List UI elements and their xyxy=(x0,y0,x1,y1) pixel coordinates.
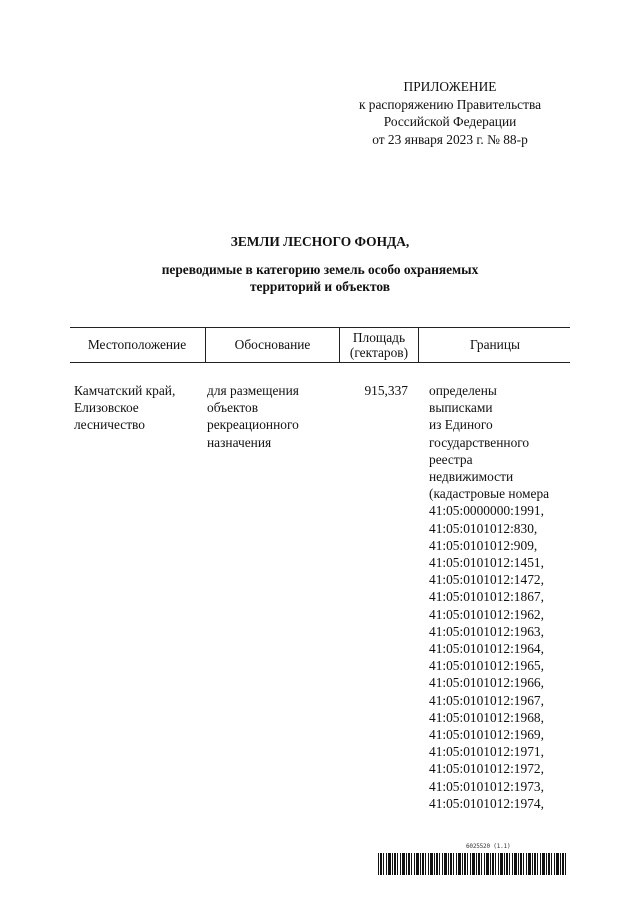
header-basis: Обоснование xyxy=(205,328,339,362)
bounds-line: (кадастровые номера xyxy=(429,486,550,502)
cadastral-number: 41:05:0101012:1973, xyxy=(429,778,544,794)
cadastral-number: 41:05:0101012:1965, xyxy=(429,658,544,674)
basis-line: назначения xyxy=(207,434,272,450)
cadastral-number: 41:05:0101012:1867, xyxy=(429,589,544,605)
bounds-line: из Единого xyxy=(429,417,493,433)
appendix-reference: к распоряжению Правительства xyxy=(358,96,542,112)
cadastral-number: 41:05:0101012:1971, xyxy=(429,744,544,760)
basis-line: рекреационного xyxy=(207,417,299,433)
location-line: Елизовское xyxy=(74,400,139,416)
bounds-line: недвижимости xyxy=(429,469,514,485)
cell-basis xyxy=(207,382,337,451)
cadastral-number: 41:05:0101012:1963, xyxy=(429,623,544,639)
cadastral-number: 41:05:0101012:1972, xyxy=(429,761,544,777)
table-header xyxy=(70,327,570,363)
appendix-header xyxy=(330,78,570,148)
document-subtitle xyxy=(120,262,520,295)
header-location: Местоположение xyxy=(87,337,187,353)
cadastral-number: 41:05:0101012:1472, xyxy=(429,572,544,588)
header-area-title: Площадь xyxy=(352,329,406,345)
header-area xyxy=(339,328,418,362)
cadastral-number: 41:05:0101012:1974, xyxy=(429,795,544,811)
cadastral-number: 41:05:0101012:1969, xyxy=(429,727,544,743)
subtitle-line: территорий и объектов xyxy=(249,278,391,294)
subtitle-line: переводимые в категорию земель особо охраняемых xyxy=(161,262,479,277)
cell-location xyxy=(74,382,202,434)
basis-line: объектов xyxy=(207,400,259,416)
cadastral-number: 41:05:0101012:1962, xyxy=(429,606,544,622)
cadastral-number: 41:05:0101012:1967, xyxy=(429,692,544,708)
cadastral-number: 41:05:0101012:1964, xyxy=(429,641,544,657)
bounds-line: реестра xyxy=(429,451,473,467)
location-line: Камчатский край, xyxy=(74,383,176,398)
appendix-date-number: от 23 января 2023 г. № 88-р xyxy=(372,131,528,147)
barcode xyxy=(378,853,566,875)
cell-bounds xyxy=(429,382,579,812)
cell-area: 915,337 xyxy=(364,383,408,398)
header-area-unit: (гектаров) xyxy=(349,345,409,360)
appendix-label: ПРИЛОЖЕНИЕ xyxy=(403,79,497,94)
header-bounds: Границы xyxy=(418,328,571,362)
bounds-line: определены xyxy=(429,383,497,398)
cadastral-number: 41:05:0101012:909, xyxy=(429,537,538,553)
cadastral-number: 41:05:0101012:1966, xyxy=(429,675,544,691)
appendix-government: Российской Федерации xyxy=(383,114,517,129)
barcode-number: 6025520 (1.1) xyxy=(466,843,511,850)
basis-line: для размещения xyxy=(207,383,299,398)
document-title: ЗЕМЛИ ЛЕСНОГО ФОНДА, xyxy=(230,234,410,249)
location-line: лесничество xyxy=(74,417,145,433)
cadastral-number: 41:05:0101012:1968, xyxy=(429,709,544,725)
cadastral-number: 41:05:0101012:1451, xyxy=(429,555,544,571)
cadastral-number: 41:05:0000000:1991, xyxy=(429,503,544,519)
cadastral-number: 41:05:0101012:830, xyxy=(429,520,538,536)
bounds-line: государственного xyxy=(429,434,530,450)
bounds-line: выписками xyxy=(429,400,493,416)
